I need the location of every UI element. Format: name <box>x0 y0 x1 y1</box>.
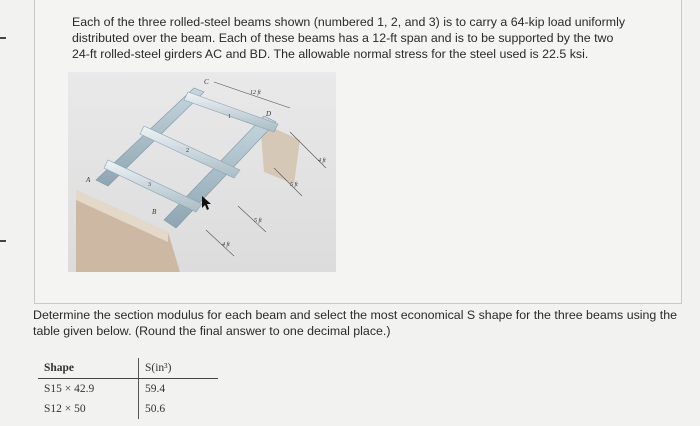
label-dim3: 5 ft <box>254 218 262 224</box>
edge-marker-bottom <box>0 240 6 242</box>
problem-statement: Each of the three rolled-steel beams shown (numbered 1, 2, and 3) is to carry a 64-kip load uniformly distributed over the beam. Each of these beams has a 12-ft span and is to be supported by the two 24-ft rolled-steel girders AC and BD. The allowable normal stress for the steel used is 22.5 ksi. <box>72 15 626 61</box>
cell-modulus: 50.6 <box>138 399 218 419</box>
beam-figure <box>68 72 336 272</box>
cell-modulus: 59.4 <box>138 379 218 399</box>
cell-shape: S15 × 42.9 <box>44 383 95 395</box>
label-d: D <box>266 110 272 118</box>
section-modulus-table <box>38 358 218 419</box>
table-row <box>38 379 218 399</box>
table-row <box>38 399 218 419</box>
header-shape: Shape <box>44 362 75 374</box>
label-beam2: 2 <box>186 148 189 154</box>
table-header-row <box>38 358 218 379</box>
label-dim2: 5 ft <box>290 182 298 188</box>
label-dim1: 4 ft <box>318 158 326 164</box>
label-beam1: 1 <box>228 114 231 120</box>
label-beam3: 3 <box>148 182 151 188</box>
label-dim4: 4 ft <box>222 242 230 248</box>
label-a: A <box>86 176 91 184</box>
header-modulus: S(in³) <box>138 358 218 378</box>
label-b: B <box>152 208 157 216</box>
question-text: Determine the section modulus for each beam and select the most economical S shape for the three beams using the table given below. (Round the final answer to one decimal place.) <box>33 308 677 338</box>
label-span: 12 ft <box>250 90 261 96</box>
cell-shape: S12 × 50 <box>44 403 86 415</box>
edge-marker-top <box>0 37 6 39</box>
label-c: C <box>204 78 209 86</box>
beam-diagram <box>68 72 336 272</box>
